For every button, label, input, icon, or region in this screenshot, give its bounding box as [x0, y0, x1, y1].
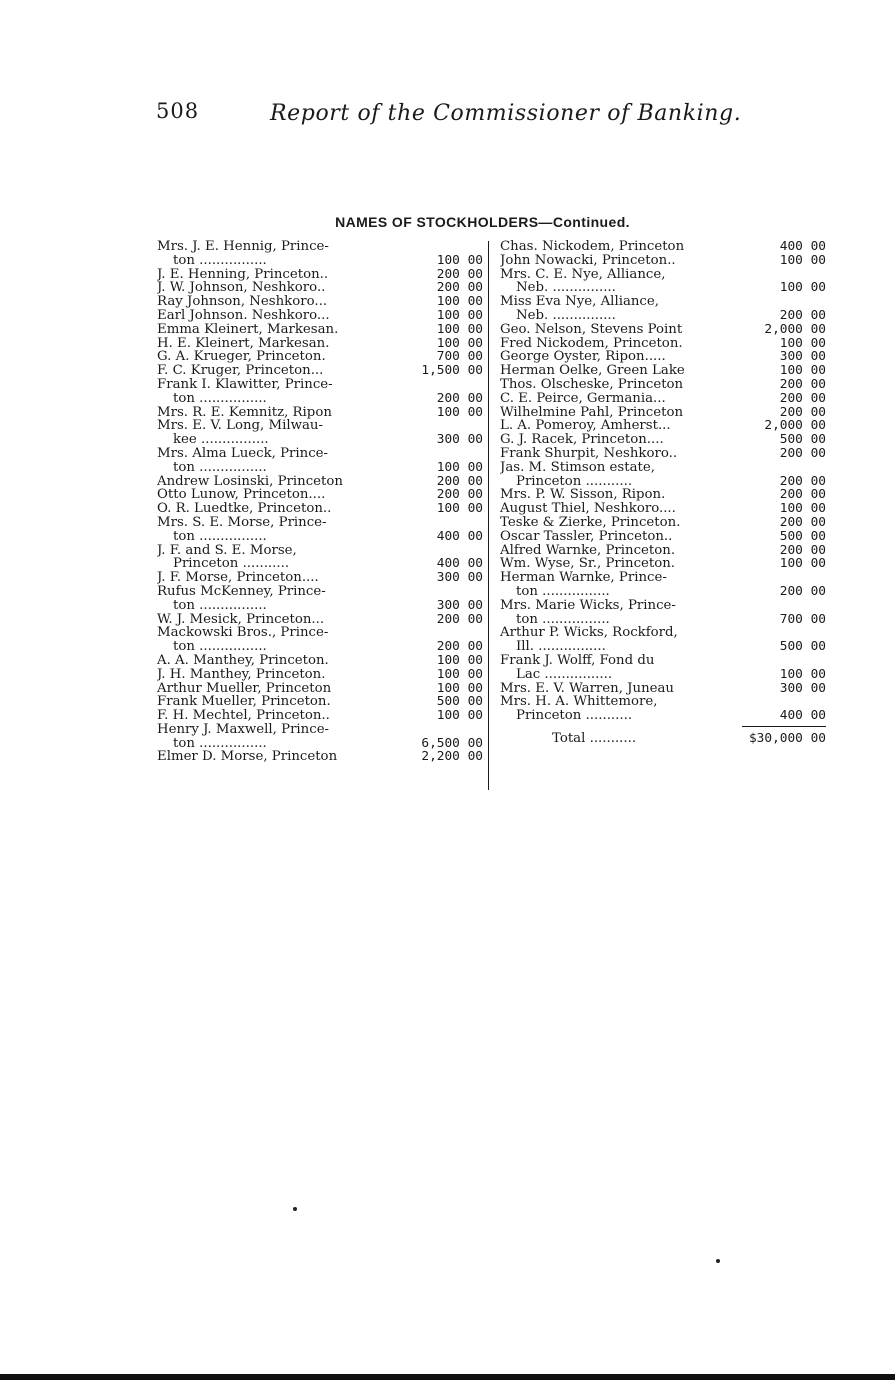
- share-amount: 200 00: [779, 474, 826, 489]
- stockholder-name: J. F. and S. E. Morse,: [157, 543, 297, 558]
- stockholder-entry: [157, 544, 483, 572]
- stockholder-name: ton ................: [173, 460, 267, 475]
- stockholder-entry: [157, 419, 483, 447]
- stockholder-name: Princeton ...........: [516, 474, 633, 489]
- stockholder-name: G. A. Krueger, Princeton.: [157, 350, 326, 365]
- stockholder-entry: [157, 654, 483, 668]
- stockholder-entry: [157, 240, 483, 268]
- section-title: NAMES OF STOCKHOLDERS—Continued.: [335, 214, 630, 230]
- share-amount: 100 00: [436, 295, 483, 309]
- share-amount: 100 00: [436, 502, 483, 516]
- stockholder-name: Otto Lunow, Princeton....: [157, 488, 326, 503]
- share-amount: 200 00: [779, 446, 826, 461]
- share-amount: 300 00: [779, 681, 826, 696]
- share-amount: 2,000 00: [764, 322, 826, 337]
- share-amount: 100 00: [436, 253, 483, 268]
- stockholder-name: ton ................: [516, 584, 610, 599]
- share-amount: 100 00: [779, 281, 826, 296]
- stockholder-name: Jas. M. Stimson estate,: [500, 460, 655, 475]
- share-amount: 200 00: [436, 474, 483, 489]
- stockholder-name: J. E. Henning, Princeton..: [157, 267, 329, 282]
- stockholder-name: Alfred Warnke, Princeton.: [500, 543, 676, 558]
- stockholder-entry: [500, 378, 826, 392]
- stockholder-entry: [157, 378, 483, 406]
- stockholder-entry: [157, 585, 483, 613]
- stockholder-entry: [157, 268, 483, 282]
- stockholder-name: Emma Kleinert, Markesan.: [157, 322, 339, 337]
- stockholder-name: Neb. ...............: [516, 308, 616, 323]
- stockholder-name: Arthur Mueller, Princeton: [157, 681, 332, 696]
- share-amount: 100 00: [436, 308, 483, 323]
- share-amount: 400 00: [779, 240, 826, 254]
- stockholder-entry: [500, 599, 826, 627]
- share-amount: 100 00: [436, 460, 483, 475]
- print-speck: [293, 1207, 297, 1211]
- stockholder-name: ton ................: [173, 253, 267, 268]
- stockholder-name: Princeton ...........: [173, 557, 290, 572]
- stockholder-name: W. J. Mesick, Princeton...: [157, 612, 325, 627]
- stockholder-name: Mrs. P. W. Sisson, Ripon.: [500, 488, 666, 503]
- stockholder-name: August Thiel, Neshkoro....: [500, 502, 676, 516]
- stockholder-name: ton ................: [173, 529, 267, 544]
- share-amount: 500 00: [779, 529, 826, 544]
- share-amount: 200 00: [436, 281, 483, 296]
- stockholder-name: H. E. Kleinert, Markesan.: [157, 336, 330, 351]
- stockholder-entry: [157, 695, 483, 709]
- share-amount: 100 00: [779, 667, 826, 682]
- stockholder-name: Lac ................: [516, 667, 613, 682]
- stockholder-name: George Oyster, Ripon.....: [500, 350, 666, 365]
- stockholder-entry: [500, 530, 826, 544]
- stockholder-name: John Nowacki, Princeton..: [500, 253, 676, 268]
- stockholder-entry: [500, 295, 826, 323]
- stockholder-name: J. F. Morse, Princeton....: [157, 571, 319, 585]
- stockholder-name: A. A. Manthey, Princeton.: [157, 653, 329, 668]
- stockholder-name: Mrs. J. E. Hennig, Prince-: [157, 240, 329, 254]
- share-amount: 200 00: [779, 405, 826, 420]
- stockholder-entry: [500, 350, 826, 364]
- stockholder-entry: [500, 268, 826, 296]
- stockholder-name: Teske & Zierke, Princeton.: [500, 515, 681, 530]
- total-rule: [742, 726, 826, 727]
- stockholder-entry: [500, 516, 826, 530]
- stockholder-entry: [500, 419, 826, 433]
- stockholder-name: ton ................: [173, 598, 267, 613]
- stockholder-name: ton ................: [516, 612, 610, 627]
- stockholder-entry: [500, 544, 826, 558]
- share-amount: 700 00: [436, 350, 483, 365]
- share-amount: 100 00: [436, 681, 483, 696]
- share-amount: 100 00: [436, 322, 483, 337]
- stockholder-entry: [157, 626, 483, 654]
- stockholder-entry: [500, 502, 826, 516]
- stockholders-right-column: [500, 240, 826, 746]
- share-amount: 100 00: [779, 557, 826, 572]
- stockholder-name: O. R. Luedtke, Princeton..: [157, 502, 332, 516]
- stockholder-entry: [500, 447, 826, 461]
- stockholder-name: ton ................: [173, 391, 267, 406]
- stockholder-name: Mackowski Bros., Prince-: [157, 626, 329, 641]
- share-amount: 300 00: [436, 571, 483, 585]
- stockholder-name: Mrs. R. E. Kemnitz, Ripon: [157, 405, 332, 420]
- stockholder-name: F. C. Kruger, Princeton...: [157, 364, 324, 378]
- stockholder-name: Andrew Losinski, Princeton: [157, 474, 343, 489]
- share-amount: 200 00: [436, 640, 483, 654]
- page-number: 508: [156, 99, 200, 123]
- share-amount: 200 00: [779, 391, 826, 406]
- stockholder-name: Geo. Nelson, Stevens Point: [500, 322, 683, 337]
- stockholder-entry: [500, 571, 826, 599]
- stockholder-name: J. H. Manthey, Princeton.: [157, 667, 326, 682]
- stockholder-name: Frank J. Wolff, Fond du: [500, 653, 655, 668]
- stockholders-left-column: [157, 240, 483, 764]
- page-bottom-edge: [0, 1374, 895, 1380]
- stockholder-entry: [500, 488, 826, 502]
- stockholder-entry: [157, 682, 483, 696]
- share-amount: 100 00: [436, 653, 483, 668]
- stockholder-name: Herman Oelke, Green Lake: [500, 364, 685, 378]
- stockholder-entry: [500, 323, 826, 337]
- share-amount: 500 00: [436, 695, 483, 710]
- share-amount: 200 00: [779, 377, 826, 392]
- share-amount: 200 00: [779, 543, 826, 558]
- share-amount: 6,500 00: [421, 736, 483, 751]
- share-amount: 100 00: [779, 364, 826, 378]
- stockholder-name: Mrs. Marie Wicks, Prince-: [500, 598, 676, 613]
- column-divider: [488, 241, 489, 790]
- stockholder-name: Frank Shurpit, Neshkoro..: [500, 446, 678, 461]
- stockholder-name: Ray Johnson, Neshkoro...: [157, 295, 328, 309]
- stockholder-entry: [500, 654, 826, 682]
- stockholder-entry: [500, 240, 826, 254]
- total-amount: $30,000 00: [748, 731, 826, 746]
- stockholder-name: ton ................: [173, 640, 267, 654]
- share-amount: 200 00: [436, 488, 483, 503]
- stockholder-entry: [500, 557, 826, 571]
- share-amount: 2,200 00: [421, 750, 483, 765]
- share-amount: 400 00: [436, 557, 483, 572]
- stockholder-name: Mrs. H. A. Whittemore,: [500, 695, 658, 710]
- stockholder-name: C. E. Peirce, Germania...: [500, 391, 666, 406]
- stockholder-entry: [157, 281, 483, 295]
- share-amount: 500 00: [779, 433, 826, 447]
- stockholder-name: L. A. Pomeroy, Amherst...: [500, 419, 671, 434]
- stockholder-entry: [157, 723, 483, 751]
- stockholder-name: Wilhelmine Pahl, Princeton: [500, 405, 684, 420]
- share-amount: 300 00: [436, 598, 483, 613]
- stockholder-entry: [157, 350, 483, 364]
- stockholder-entry: [157, 337, 483, 351]
- stockholder-entry: [157, 295, 483, 309]
- stockholder-name: Herman Warnke, Prince-: [500, 571, 667, 585]
- stockholder-entry: [157, 571, 483, 585]
- stockholder-entry: [157, 750, 483, 764]
- stockholder-entry: [500, 682, 826, 696]
- stockholder-entry: [500, 626, 826, 654]
- stockholder-name: Neb. ...............: [516, 281, 616, 296]
- stockholder-name: Fred Nickodem, Princeton.: [500, 336, 683, 351]
- stockholder-name: ton ................: [173, 736, 267, 751]
- print-speck: [716, 1259, 720, 1263]
- stockholder-name: F. H. Mechtel, Princeton..: [157, 709, 330, 723]
- stockholder-name: G. J. Racek, Princeton....: [500, 433, 664, 447]
- stockholder-entry: [500, 364, 826, 378]
- stockholder-name: Frank I. Klawitter, Prince-: [157, 377, 333, 392]
- stockholder-name: Frank Mueller, Princeton.: [157, 695, 331, 710]
- share-amount: 200 00: [436, 267, 483, 282]
- stockholder-name: Princeton ...........: [516, 709, 633, 723]
- share-amount: 200 00: [779, 515, 826, 530]
- share-amount: 200 00: [436, 391, 483, 406]
- stockholder-name: Earl Johnson. Neshkoro...: [157, 308, 330, 323]
- stockholder-entry: [157, 668, 483, 682]
- share-amount: 100 00: [779, 502, 826, 516]
- stockholder-entry: [157, 613, 483, 627]
- stockholder-entry: [500, 254, 826, 268]
- share-amount: 400 00: [436, 529, 483, 544]
- stockholder-name: J. W. Johnson, Neshkoro..: [157, 281, 326, 296]
- share-amount: 200 00: [779, 308, 826, 323]
- stockholder-entry: [157, 488, 483, 502]
- stockholder-name: Ill. ................: [516, 640, 606, 654]
- stockholder-name: Rufus McKenney, Prince-: [157, 584, 326, 599]
- stockholder-name: Arthur P. Wicks, Rockford,: [500, 626, 678, 641]
- stockholder-name: Thos. Olscheske, Princeton: [500, 377, 684, 392]
- stockholder-name: Chas. Nickodem, Princeton: [500, 240, 685, 254]
- share-amount: 100 00: [436, 405, 483, 420]
- stockholder-entry: [157, 323, 483, 337]
- stockholder-entry: [157, 309, 483, 323]
- stockholder-entry: [157, 406, 483, 420]
- stockholder-entry: [500, 406, 826, 420]
- stockholder-entry: [157, 364, 483, 378]
- total-row: [500, 732, 826, 746]
- share-amount: 100 00: [436, 336, 483, 351]
- stockholder-name: Mrs. E. V. Warren, Juneau: [500, 681, 674, 696]
- share-amount: 400 00: [779, 709, 826, 723]
- share-amount: 100 00: [779, 253, 826, 268]
- share-amount: 2,000 00: [764, 419, 826, 434]
- stockholder-entry: [157, 475, 483, 489]
- stockholder-entry: [500, 695, 826, 723]
- stockholder-entry: [500, 392, 826, 406]
- stockholder-name: kee ................: [173, 433, 269, 447]
- right-entries: [500, 240, 826, 723]
- share-amount: 200 00: [779, 488, 826, 503]
- share-amount: 300 00: [436, 433, 483, 447]
- share-amount: 100 00: [436, 709, 483, 723]
- share-amount: 200 00: [779, 584, 826, 599]
- running-head: Report of the Commissioner of Banking.: [270, 101, 742, 126]
- share-amount: 1,500 00: [421, 364, 483, 378]
- stockholder-entry: [500, 337, 826, 351]
- share-amount: 100 00: [779, 336, 826, 351]
- stockholder-entry: [157, 709, 483, 723]
- share-amount: 200 00: [436, 612, 483, 627]
- share-amount: 500 00: [779, 640, 826, 654]
- total-label: Total ...........: [552, 731, 637, 746]
- stockholder-name: Elmer D. Morse, Princeton: [157, 750, 338, 765]
- stockholder-entry: [157, 502, 483, 516]
- stockholder-name: Mrs. S. E. Morse, Prince-: [157, 515, 327, 530]
- stockholder-name: Henry J. Maxwell, Prince-: [157, 722, 330, 737]
- stockholder-entry: [157, 516, 483, 544]
- stockholder-name: Oscar Tassler, Princeton..: [500, 529, 673, 544]
- stockholder-name: Wm. Wyse, Sr., Princeton.: [500, 557, 676, 572]
- stockholder-name: Mrs. Alma Lueck, Prince-: [157, 446, 329, 461]
- stockholder-entry: [157, 447, 483, 475]
- stockholder-name: Miss Eva Nye, Alliance,: [500, 295, 659, 309]
- stockholder-entry: [500, 461, 826, 489]
- share-amount: 700 00: [779, 612, 826, 627]
- stockholder-entry: [500, 433, 826, 447]
- share-amount: 100 00: [436, 667, 483, 682]
- stockholder-name: Mrs. E. V. Long, Milwau-: [157, 419, 323, 434]
- stockholder-name: Mrs. C. E. Nye, Alliance,: [500, 267, 666, 282]
- share-amount: 300 00: [779, 350, 826, 365]
